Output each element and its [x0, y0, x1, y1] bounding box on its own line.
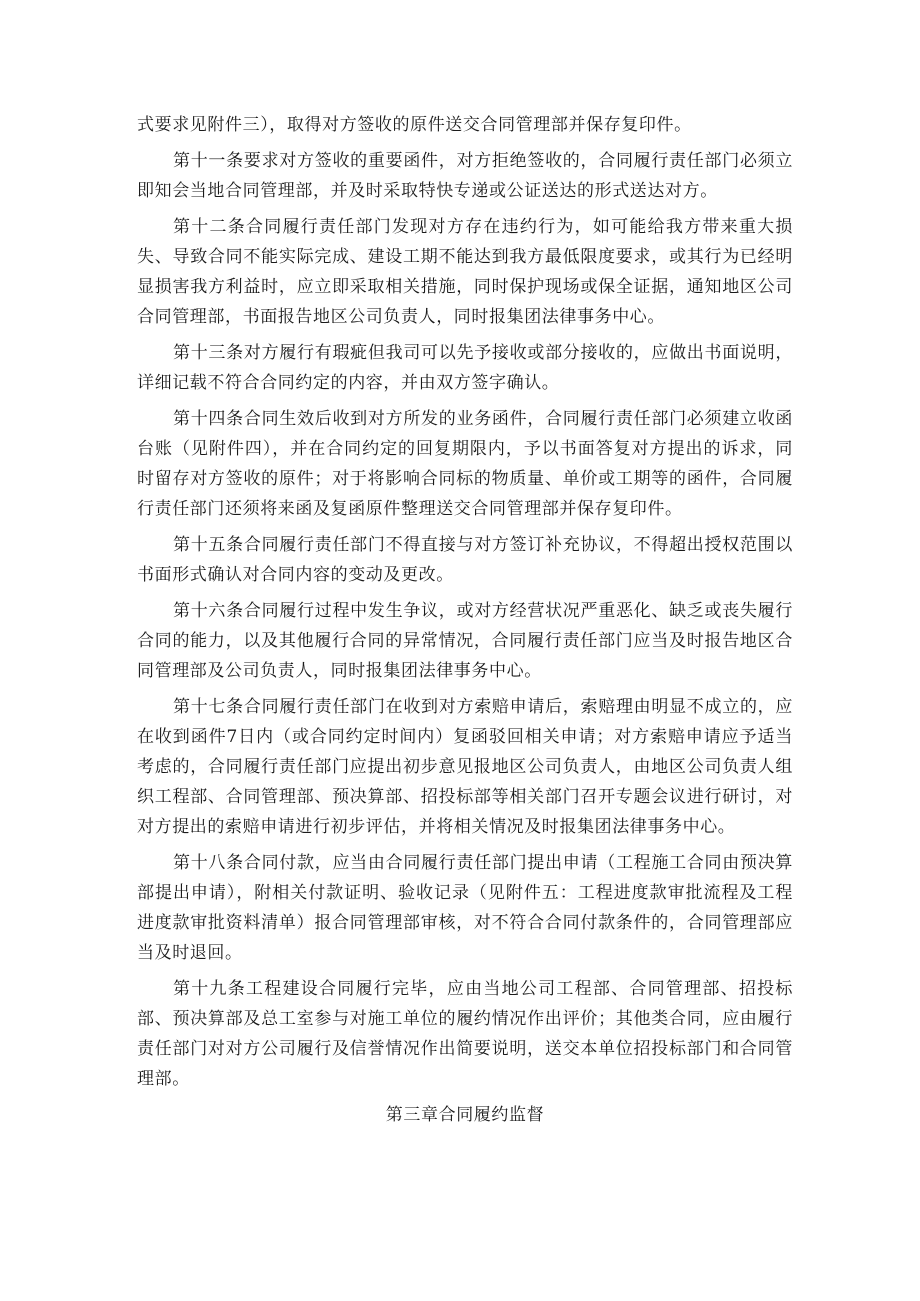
article-18: 第十八条合同付款，应当由合同履行责任部门提出申请（工程施工合同由预决算部提出申请），附相关付款证明、验收记录（见附件五：工程进度款审批流程及工程进度款审批资料清单）报合同管理部审核，对不符合合同付款条件的，合同管理部应当及时退回。 — [137, 853, 793, 963]
article-14: 第十四条合同生效后收到对方所发的业务函件，合同履行责任部门必须建立收函台账（见附件四），并在合同约定的回复期限内，予以书面答复对方提出的诉求，同时留存对方签收的原件；对于将影响合同标的物质量、单价或工期等的函件，合同履行责任部门还须将来函及复函原件整理送交合同管理部并保存复印件。 — [137, 409, 793, 519]
article-12: 第十二条合同履行责任部门发现对方存在违约行为，如可能给我方带来重大损失、导致合同不能实际完成、建设工期不能达到我方最低限度要求，或其行为已经明显损害我方利益时，应立即采取相关措施，同时保护现场或保全证据，通知地区公司合同管理部，书面报告地区公司负责人，同时报集团法律事务中心。 — [137, 217, 793, 327]
paragraph-continuation: 式要求见附件三），取得对方签收的原件送交合同管理部并保存复印件。 — [137, 115, 692, 135]
document-page — [137, 110, 793, 1130]
article-13: 第十三条对方履行有瑕疵但我司可以先予接收或部分接收的，应做出书面说明，详细记载不符合合同约定的内容，并由双方签字确认。 — [137, 343, 793, 393]
article-16: 第十六条合同履行过程中发生争议，或对方经营状况严重恶化、缺乏或丧失履行合同的能力，以及其他履行合同的异常情况，合同履行责任部门应当及时报告地区合同管理部及公司负责人，同时报集团法律事务中心。 — [137, 601, 793, 681]
article-19: 第十九条工程建设合同履行完毕，应由当地公司工程部、合同管理部、招投标部、预决算部及总工室参与对施工单位的履约情况作出评价；其他类合同，应由履行责任部门对对方公司履行及信誉情况作出简要说明，送交本单位招投标部门和合同管理部。 — [137, 979, 793, 1089]
article-15: 第十五条合同履行责任部门不得直接与对方签订补充协议，不得超出授权范围以书面形式确认对合同内容的变动及更改。 — [137, 535, 793, 585]
article-11: 第十一条要求对方签收的重要函件，对方拒绝签收的，合同履行责任部门必须立即知会当地合同管理部，并及时采取特快专递或公证送达的形式送达对方。 — [137, 151, 793, 201]
article-17: 第十七条合同履行责任部门在收到对方索赔申请后，索赔理由明显不成立的，应在收到函件7日内（或合同约定时间内）复函驳回相关申请；对方索赔申请应予适当考虑的，合同履行责任部门应提出初步意见报地区公司负责人，由地区公司负责人组织工程部、合同管理部、预决算部、招投标部等相关部门召开专题会议进行研讨，对对方提出的索赔申请进行初步评估，并将相关情况及时报集团法律事务中心。 — [137, 697, 793, 837]
chapter-heading: 第三章合同履约监督 — [385, 1105, 545, 1125]
